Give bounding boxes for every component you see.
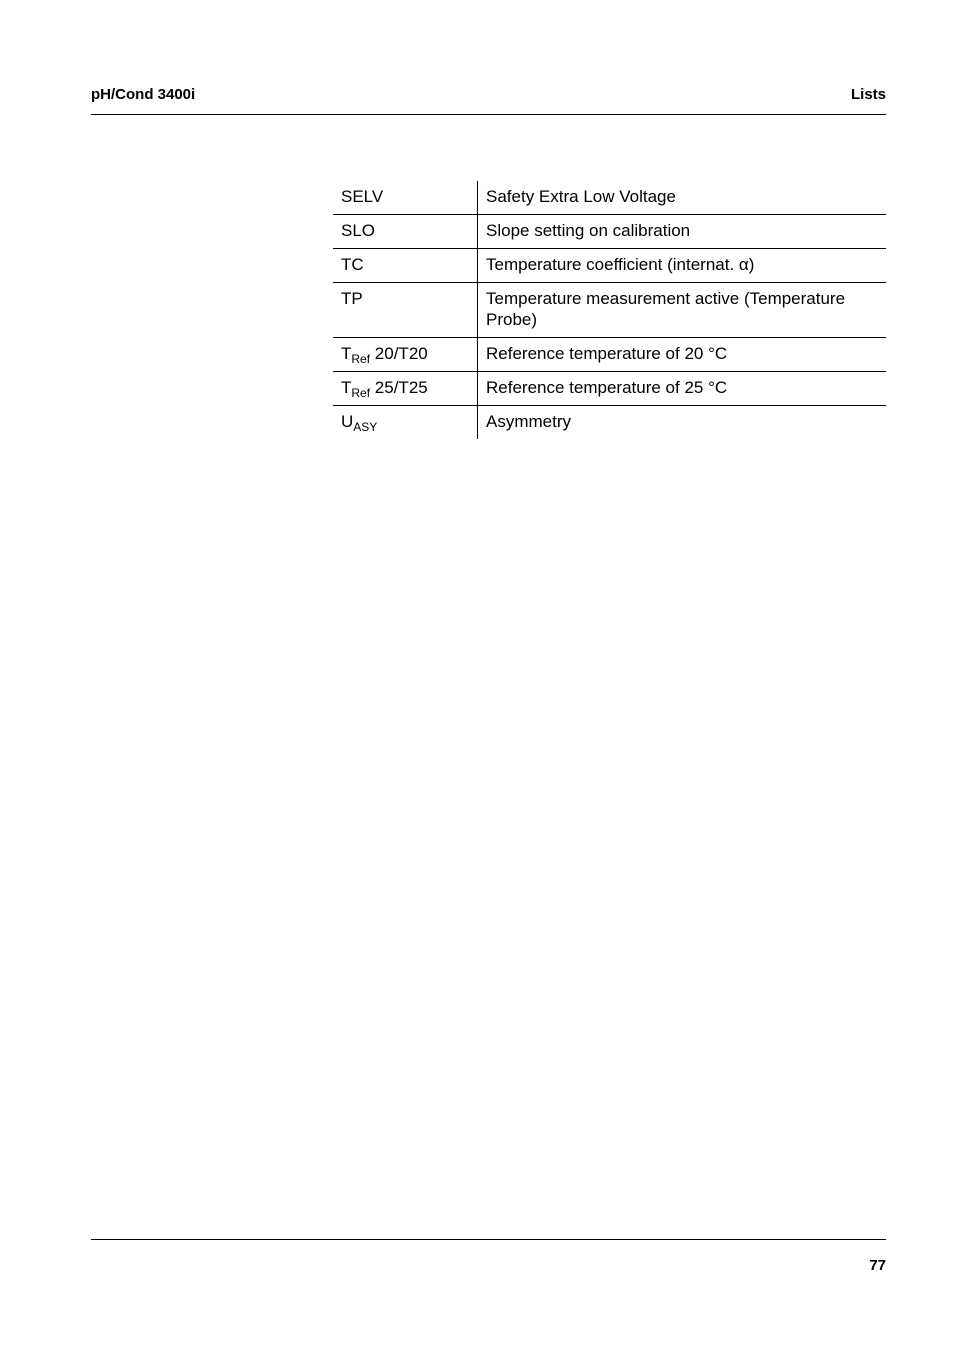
definition-cell: Temperature coefficient (internat. α) bbox=[478, 249, 887, 283]
definition-cell: Temperature measurement active (Temperature Probe) bbox=[478, 283, 887, 338]
definition-cell: Safety Extra Low Voltage bbox=[486, 187, 676, 206]
definition-cell: Reference temperature of 25 °C bbox=[478, 372, 887, 406]
footer-divider bbox=[91, 1239, 886, 1240]
abbreviation-subscript: Ref bbox=[351, 386, 371, 400]
abbreviation-text: T bbox=[341, 344, 352, 363]
abbreviation-cell bbox=[333, 215, 478, 249]
abbreviation-cell bbox=[333, 181, 478, 215]
abbreviation-text: SELV bbox=[341, 187, 384, 206]
table-row bbox=[333, 249, 886, 283]
abbreviation-cell bbox=[333, 338, 478, 372]
page-number: 77 bbox=[869, 1257, 886, 1274]
abbreviation-text: SLO bbox=[341, 221, 376, 240]
abbreviation-cell bbox=[333, 249, 478, 283]
page-header bbox=[91, 86, 886, 106]
table-row bbox=[333, 181, 886, 215]
abbreviation-text: TP bbox=[341, 289, 363, 308]
table-row bbox=[333, 372, 886, 406]
header-section-title: Lists bbox=[850, 86, 886, 103]
definition-cell: Asymmetry bbox=[478, 406, 887, 440]
header-divider bbox=[91, 114, 886, 115]
definition-cell: Reference temperature of 20 °C bbox=[478, 338, 887, 372]
table-row bbox=[333, 406, 886, 440]
definition-cell: Slope setting on calibration bbox=[478, 215, 887, 249]
table-row bbox=[333, 338, 886, 372]
table-row bbox=[333, 215, 886, 249]
abbreviations-table bbox=[333, 181, 886, 439]
abbreviation-subscript: Ref bbox=[351, 352, 371, 366]
abbreviation-cell bbox=[333, 406, 478, 440]
abbreviation-suffix: 20/T20 bbox=[370, 344, 428, 363]
abbreviation-text: TC bbox=[341, 255, 364, 274]
abbreviation-text: T bbox=[341, 378, 352, 397]
abbreviation-text: U bbox=[341, 412, 354, 431]
abbreviation-cell bbox=[333, 283, 478, 338]
header-product-title: pH/Cond 3400i bbox=[91, 86, 196, 103]
abbreviation-cell bbox=[333, 372, 478, 406]
abbreviation-subscript: ASY bbox=[353, 420, 378, 434]
table-row bbox=[333, 283, 886, 338]
abbreviation-suffix: 25/T25 bbox=[370, 378, 428, 397]
